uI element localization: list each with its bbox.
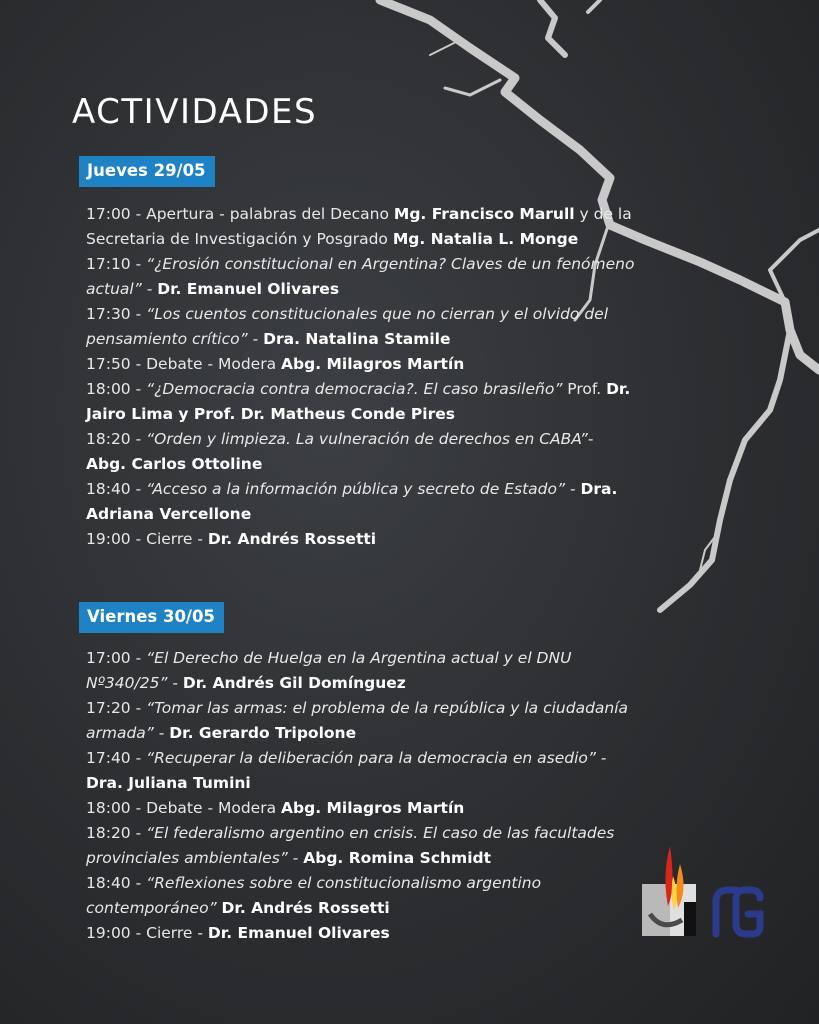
event-text: - Debate - Modera [130, 355, 282, 373]
speaker-name: Dr. Andrés Gil Domínguez [182, 674, 406, 692]
event-item [86, 871, 638, 921]
talk-title: “Reflexiones sobre el constitucionalismo argentino contemporáneo” [86, 874, 542, 917]
event-text: - [287, 849, 304, 867]
event-item [86, 921, 638, 946]
event-text: y de la Secretaria de Investigación y Posgrado [86, 205, 632, 248]
event-item [86, 646, 638, 696]
event-item [86, 202, 638, 252]
day-badge-friday: Viernes 30/05 [79, 602, 224, 633]
event-text: - [130, 305, 147, 323]
event-list-thursday [86, 202, 638, 552]
speaker-name: Abg. Romina Schmidt [303, 849, 492, 867]
event-text: - [130, 824, 147, 842]
faculty-monogram-logo [716, 890, 760, 934]
event-text: - [130, 255, 147, 273]
event-text: - [130, 699, 147, 717]
talk-title: “¿Democracia contra democracia?. El caso brasileño” [146, 380, 563, 398]
event-time: 17:10 [86, 255, 131, 273]
event-text: - [130, 749, 147, 767]
event-text: - [153, 724, 170, 742]
day-badge-thursday: Jueves 29/05 [79, 156, 215, 187]
speaker-name: Mg. Natalia L. Monge [392, 230, 579, 248]
event-time: 18:20 [86, 824, 131, 842]
talk-title: “Recuperar la deliberación para la democracia en asedio” [146, 749, 596, 767]
speaker-name: Dra. Natalina Stamile [263, 330, 451, 348]
event-text: - [587, 430, 594, 448]
event-time: 17:00 [86, 649, 131, 667]
talk-title: “El Derecho de Huelga en la Argentina actual y el DNU Nº340/25” [86, 649, 572, 692]
event-list-friday [86, 646, 638, 946]
event-item [86, 427, 638, 477]
event-time: 17:40 [86, 749, 131, 767]
speaker-name: Dr. Jairo Lima y Prof. Dr. Matheus Conde Pires [86, 380, 631, 423]
talk-title: “El federalismo argentino en crisis. El caso de las facultades provinciales ambientales” [86, 824, 615, 867]
event-text: - [167, 674, 183, 692]
speaker-name: Dr. Andrés Rossetti [221, 899, 390, 917]
speaker-name: Abg. Milagros Martín [281, 799, 465, 817]
logos [640, 846, 766, 942]
event-time: 18:00 [86, 380, 131, 398]
event-time: 18:20 [86, 430, 131, 448]
event-item [86, 746, 638, 796]
event-item [86, 696, 638, 746]
event-time: 19:00 [86, 530, 131, 548]
event-text: - [130, 874, 147, 892]
talk-title: “Los cuentos constitucionales que no cierran y el olvido del pensamiento crítico” [86, 305, 608, 348]
event-text: - [595, 749, 607, 767]
event-text: - Apertura - palabras del Decano [130, 205, 394, 223]
university-flame-logo [642, 846, 696, 936]
speaker-name: Dr. Andrés Rossetti [207, 530, 377, 548]
event-item [86, 477, 638, 527]
event-text: - Cierre - [130, 530, 208, 548]
event-text: - [130, 480, 147, 498]
talk-title: “¿Erosión constitucional en Argentina? Claves de un fenómeno actual” [86, 255, 635, 298]
event-item [86, 302, 638, 352]
event-text: Prof. [562, 380, 607, 398]
event-text: - [565, 480, 581, 498]
talk-title: “Tomar las armas: el problema de la república y la ciudadanía armada” [86, 699, 629, 742]
event-time: 18:40 [86, 874, 131, 892]
event-time: 17:00 [86, 205, 131, 223]
event-item [86, 377, 638, 427]
event-time: 18:40 [86, 480, 131, 498]
event-time: 18:00 [86, 799, 131, 817]
event-item [86, 527, 638, 552]
event-time: 19:00 [86, 924, 131, 942]
event-text: - [141, 280, 158, 298]
event-text: - [130, 430, 147, 448]
talk-title: “Orden y limpieza. La vulneración de derechos en CABA” [146, 430, 588, 448]
event-text: - [130, 649, 147, 667]
event-item [86, 796, 638, 821]
event-text: - [247, 330, 264, 348]
event-item [86, 252, 638, 302]
speaker-name: Dr. Emanuel Olivares [157, 280, 340, 298]
event-time: 17:30 [86, 305, 131, 323]
speaker-name: Dr. Emanuel Olivares [207, 924, 390, 942]
event-text: - Cierre - [130, 924, 208, 942]
speaker-name: Mg. Francisco Marull [393, 205, 575, 223]
event-text: - [130, 380, 147, 398]
speaker-name: Abg. Milagros Martín [281, 355, 465, 373]
talk-title: “Acceso a la información pública y secreto de Estado” [146, 480, 566, 498]
event-text: - Debate - Modera [130, 799, 282, 817]
speaker-name: Dra. Adriana Vercellone [86, 480, 618, 523]
speaker-name: Dr. Gerardo Tripolone [169, 724, 357, 742]
page-title: ACTIVIDADES [72, 92, 318, 132]
event-item [86, 821, 638, 871]
event-item [86, 352, 638, 377]
speaker-name: Dra. Juliana Tumini [86, 774, 251, 792]
event-time: 17:50 [86, 355, 131, 373]
event-time: 17:20 [86, 699, 131, 717]
speaker-name: Abg. Carlos Ottoline [86, 455, 263, 473]
